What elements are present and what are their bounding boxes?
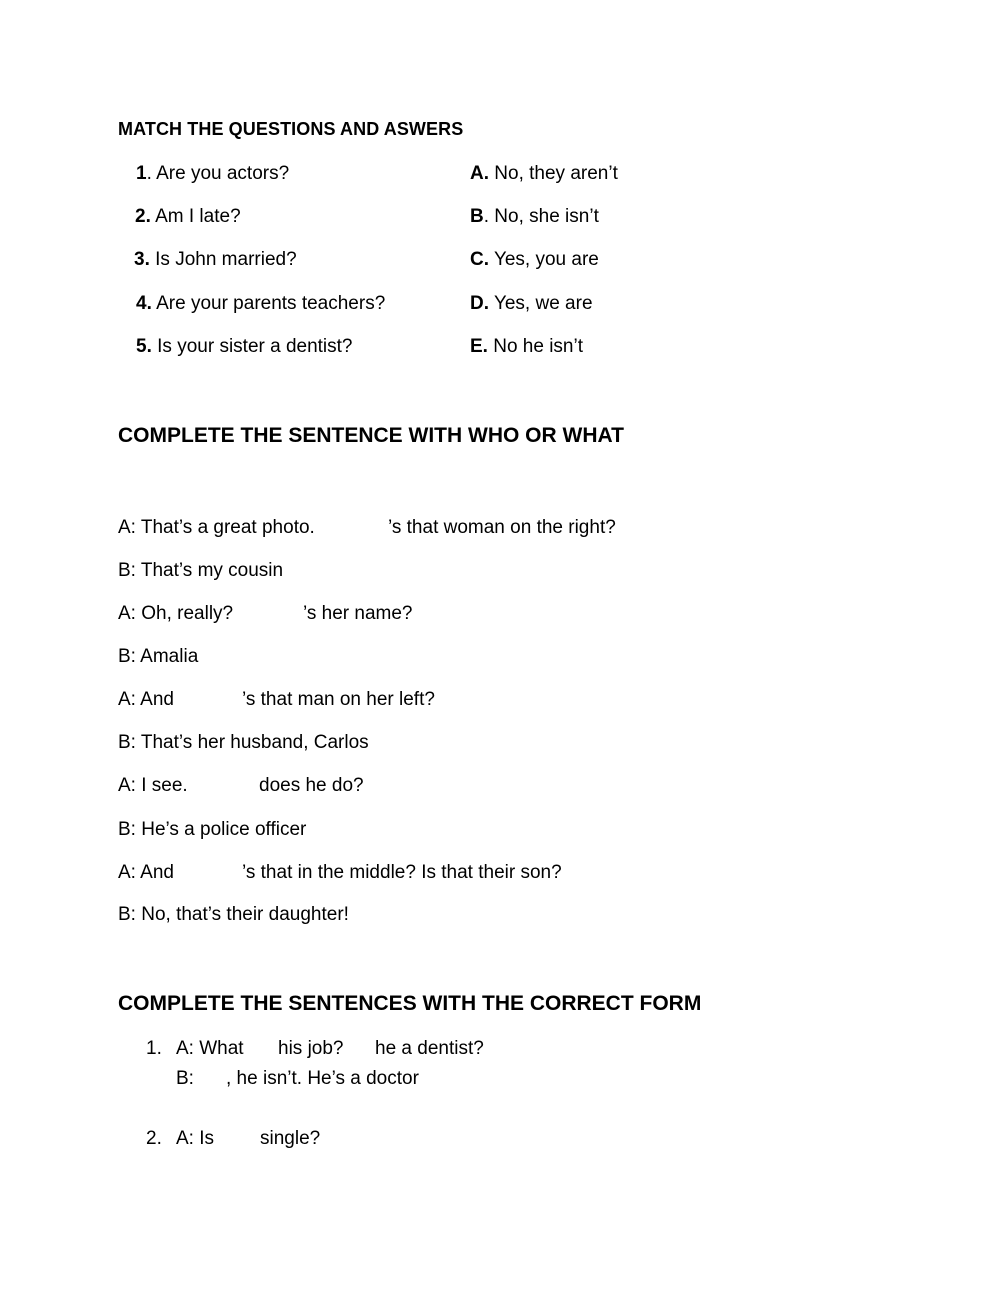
question-3: 3. Is John married?: [134, 249, 297, 270]
item-1-a-end: he a dentist?: [375, 1038, 484, 1059]
question-5: 5. Is your sister a dentist?: [136, 336, 353, 357]
item-1-b-end: , he isn’t. He’s a doctor: [226, 1068, 419, 1089]
answer-b: B. No, she isn’t: [470, 206, 599, 227]
dialogue-line-1-rest: ’s that woman on the right?: [388, 517, 616, 538]
question-2: 2. Am I late?: [135, 206, 241, 227]
dialogue-line-10: B: No, that’s their daughter!: [118, 904, 349, 925]
dialogue-line-1: A: That’s a great photo.: [118, 517, 315, 538]
item-1-number: 1.: [146, 1038, 162, 1059]
answer-d: D. Yes, we are: [470, 293, 593, 314]
item-2-a-start: A: Is: [176, 1128, 215, 1149]
dialogue-line-9-rest: ’s that in the middle? Is that their son?: [242, 862, 562, 883]
dialogue-line-8: B: He’s a police officer: [118, 819, 307, 840]
dialogue-line-3: A: Oh, really?: [118, 603, 234, 624]
dialogue-line-2: B: That’s my cousin: [118, 560, 284, 581]
item-2-a-end: single?: [260, 1128, 321, 1149]
answer-a: A. No, they aren’t: [470, 163, 618, 184]
section-title-who-what: COMPLETE THE SENTENCE WITH WHO OR WHAT: [118, 424, 624, 447]
dialogue-line-9: A: And: [118, 862, 174, 883]
question-4: 4. Are your parents teachers?: [136, 293, 386, 314]
section-title-correct-form: COMPLETE THE SENTENCES WITH THE CORRECT FORM: [118, 992, 702, 1015]
section-title-match: MATCH THE QUESTIONS AND ASWERS: [118, 119, 464, 139]
dialogue-line-7-rest: does he do?: [259, 775, 364, 796]
dialogue-line-7: A: I see.: [118, 775, 188, 796]
dialogue-line-3-rest: ’s her name?: [303, 603, 413, 624]
dialogue-line-4: B: Amalia: [118, 646, 199, 667]
dialogue-line-5: A: And: [118, 689, 174, 710]
item-1-a-start: A: What: [176, 1038, 244, 1059]
question-1: 1. Are you actors?: [136, 163, 290, 184]
answer-e: E. No he isn’t: [470, 336, 584, 357]
dialogue-line-5-rest: ’s that man on her left?: [242, 689, 435, 710]
answer-c: C. Yes, you are: [470, 249, 599, 270]
item-1-b-start: B:: [176, 1068, 194, 1089]
dialogue-line-6: B: That’s her husband, Carlos: [118, 732, 369, 753]
item-2-number: 2.: [146, 1128, 162, 1149]
item-1-a-middle: his job?: [278, 1038, 344, 1059]
